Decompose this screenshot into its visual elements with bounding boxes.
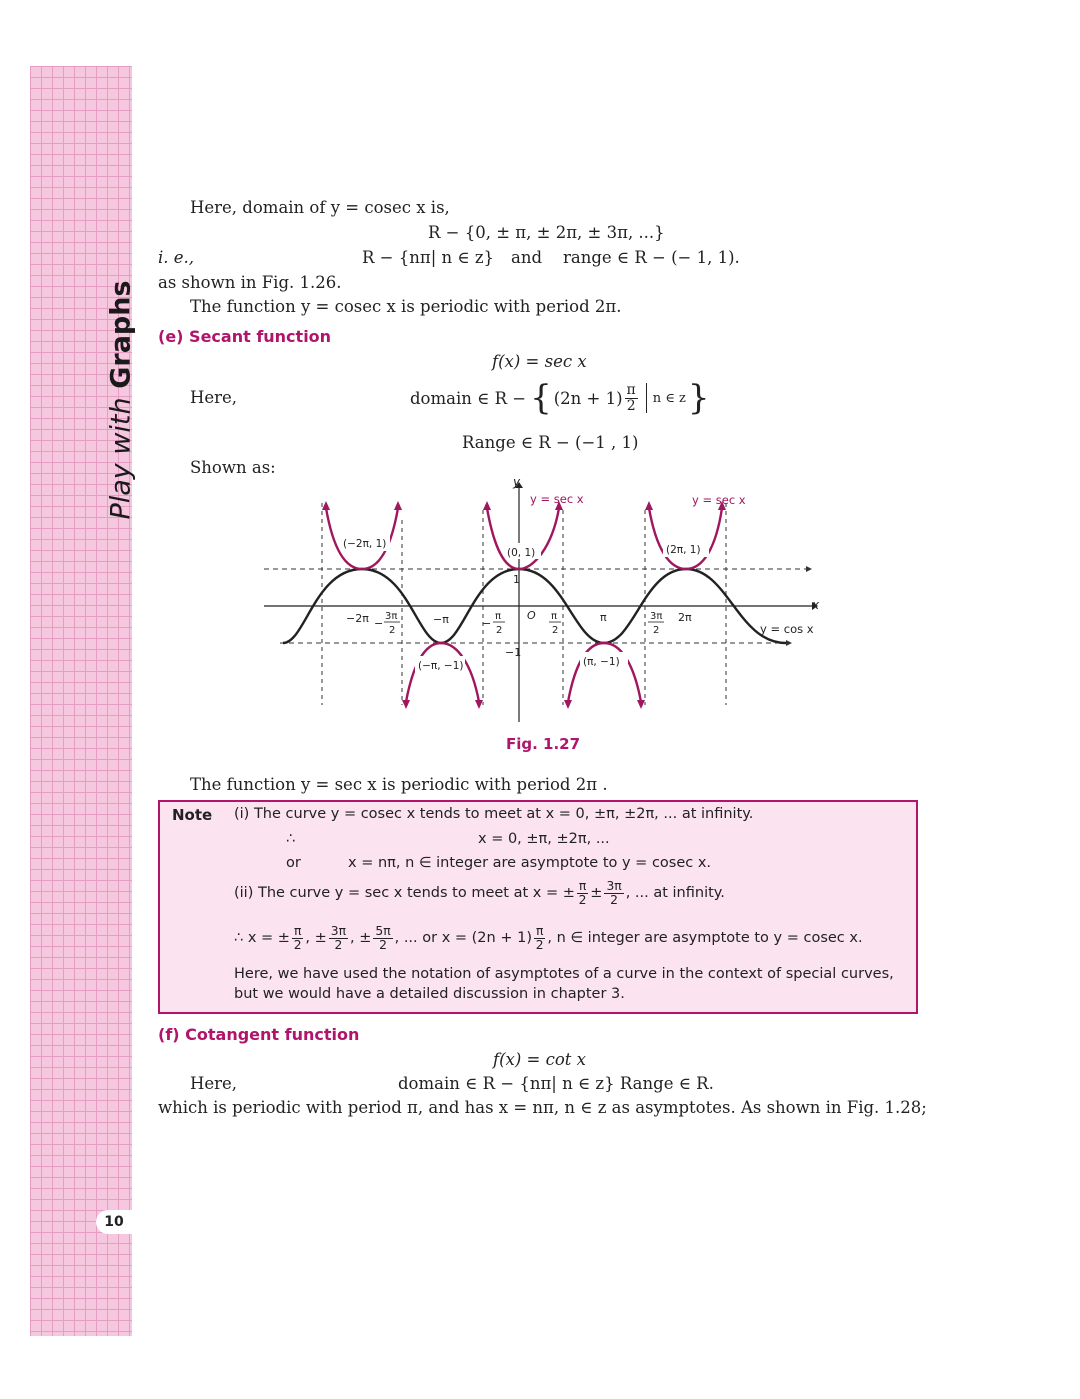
tick-3pi2-num: 3π xyxy=(650,611,663,622)
tick-mpi2-num: π xyxy=(495,611,502,622)
tick-pi2-den: 2 xyxy=(552,625,559,636)
note-line-3: x = nπ, n ∈ integer are asymptote to y = cosec x. xyxy=(348,855,712,871)
note-line-2: x = 0, ±π, ±2π, ... xyxy=(478,831,610,847)
note-line-1: (i) The curve y = cosec x tends to meet at x = 0, ±π, ±2π, ... at infinity. xyxy=(234,806,754,822)
sec-label-left: y = sec x xyxy=(530,492,584,506)
note-or: or xyxy=(286,855,301,871)
shown-as: Shown as: xyxy=(190,458,276,477)
shown-fig-126: as shown in Fig. 1.26. xyxy=(158,273,342,292)
note-therefore: ∴ xyxy=(286,831,296,847)
cosec-domain-intro: Here, domain of y = cosec x is, xyxy=(190,198,450,217)
secant-here: Here, xyxy=(190,388,238,407)
y-axis-label: y xyxy=(513,475,521,489)
secant-domain-frac: $\frac{\pi}{2}$ xyxy=(626,381,636,414)
sec-periodic: The function y = sec x is periodic with period 2π . xyxy=(190,775,608,794)
cosec-periodic: The function y = cosec x is periodic with period 2π. xyxy=(190,297,622,316)
note-line-4: (ii) The curve y = sec x tends to meet at x = ± $\frac{\pi}{2}$ ± $\frac{3\pi}{2}$ , ... at infinity. xyxy=(234,878,725,907)
cosec-range: range ∈ R − (− 1, 1). xyxy=(563,248,740,267)
tick-mpi2-minus: − xyxy=(482,617,492,630)
sec-branch-mpi xyxy=(406,643,479,702)
tick-minus-one: −1 xyxy=(505,646,522,659)
secant-domain-inner: (2n + 1) xyxy=(553,388,623,408)
cos-label: y = cos x xyxy=(760,622,814,636)
tick-3pi2-den: 2 xyxy=(653,625,660,636)
tick-mpi2-den: 2 xyxy=(496,625,503,636)
point-2pi: (2π, 1) xyxy=(666,544,701,556)
and-word: and xyxy=(511,248,543,267)
cotangent-periodic: which is periodic with period π, and has x = nπ, n ∈ z as asymptotes. As shown in Fig. 1.28; xyxy=(158,1098,927,1117)
cotangent-heading: (f) Cotangent function xyxy=(158,1025,360,1044)
asymptote-lines xyxy=(322,503,726,705)
sec-branch-pi xyxy=(568,643,641,702)
sec-branch-0 xyxy=(487,508,559,569)
secant-heading: (e) Secant function xyxy=(158,327,332,346)
point-pi: (π, −1) xyxy=(583,656,620,668)
note-label: Note xyxy=(172,806,213,824)
tick-pi: π xyxy=(600,611,607,624)
ie-label: i. e., xyxy=(158,248,195,267)
tick-one: 1 xyxy=(513,573,520,586)
secant-domain-prefix: domain ∈ R − xyxy=(410,388,527,408)
secant-domain: domain ∈ R − { (2n + 1) $\frac{\pi}{2}$ n ∈ z } xyxy=(410,378,710,418)
secant-range: Range ∈ R − (−1 , 1) xyxy=(462,433,639,452)
tick-2pi: 2π xyxy=(678,611,692,624)
sec-branch-2pi xyxy=(649,508,722,569)
cotangent-fx: f(x) = cot x xyxy=(493,1050,586,1069)
point-mpi: (−π, −1) xyxy=(418,660,464,672)
tick-m3pi2-den: 2 xyxy=(389,625,396,636)
sidebar-title-thin: Play with xyxy=(105,388,137,520)
sidebar-title-bold: Graphs xyxy=(105,280,137,389)
note-line-5: ∴ x = ± $\frac{\pi}{2}$ , ± $\frac{3\pi}{2}$ , ± $\frac{5\pi}{2}$ , ... or x = (2n + 1) $\frac{\pi}{2}$ , n ∈ integer are asymptote to y = cosec x. xyxy=(234,923,863,952)
origin-label: O xyxy=(527,609,536,622)
point-0: (0, 1) xyxy=(507,547,536,559)
sec-label-right: y = sec x xyxy=(692,493,746,507)
cotangent-domain: domain ∈ R − {nπ| n ∈ z} Range ∈ R. xyxy=(398,1074,714,1093)
cosec-domain-set: R − {0, ± π, ± 2π, ± 3π, ...} xyxy=(428,223,665,242)
secant-domain-cond: n ∈ z xyxy=(652,390,686,406)
figure-caption: Fig. 1.27 xyxy=(506,735,581,753)
page-number: 10 xyxy=(96,1210,132,1234)
tick-m2pi: −2π xyxy=(346,612,369,625)
x-axis-label: x xyxy=(812,598,820,612)
point-m2pi: (−2π, 1) xyxy=(343,538,387,550)
secant-fx: f(x) = sec x xyxy=(492,352,587,371)
cosec-domain-set-n: R − {nπ| n ∈ z} xyxy=(362,248,495,267)
tick-m3pi2-minus: − xyxy=(374,617,384,630)
cotangent-here: Here, xyxy=(190,1074,238,1093)
note-line-6: Here, we have used the notation of asymptotes of a curve in the context of special curves, xyxy=(234,966,894,982)
note-line-7: but we would have a detailed discussion in chapter 3. xyxy=(234,986,625,1002)
tick-m3pi2-num: 3π xyxy=(385,611,398,622)
tick-pi2-num: π xyxy=(551,611,558,622)
tick-mpi: −π xyxy=(433,613,449,626)
